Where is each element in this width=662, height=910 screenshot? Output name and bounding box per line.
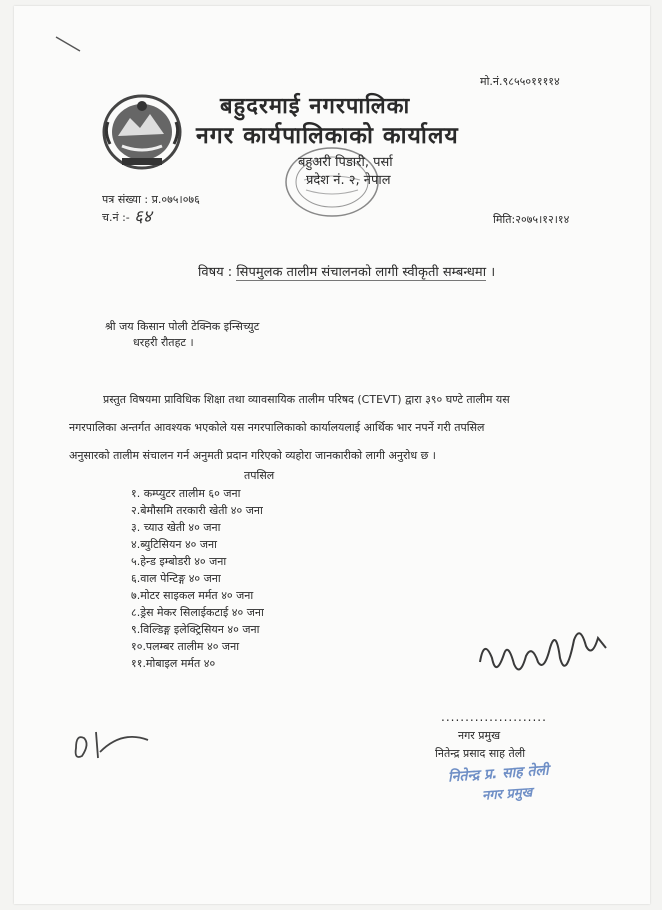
letter-page [14, 6, 650, 904]
org-name-line1: बहुदरमाई नगरपालिका [220, 94, 411, 119]
list-item: १०.पलम्बर तालीम ४० जना [131, 640, 240, 653]
schedule-title: तपसिल [244, 469, 275, 482]
dispatch-label: च.नं :- [102, 211, 130, 224]
name-stamp: नितेन्द्र प्र. साह तेली [447, 762, 550, 786]
list-item: ४.ब्युटिसियन ४० जना [131, 538, 217, 551]
address-line2: प्रदेश नं. २, नेपाल [306, 173, 391, 188]
list-item: ८.ड्रेस मेकर सिलाईकटाई ४० जना [131, 606, 264, 619]
list-item: ३. च्याउ खेती ४० जना [131, 521, 221, 534]
list-item: ११.मोबाइल मर्मत ४० [131, 657, 216, 670]
signatory-role: नगर प्रमुख [458, 729, 501, 742]
subject-text: सिपमुलक तालीम संचालनको लागी स्वीकृती सम्बन्धमा [236, 265, 487, 280]
margin-ok-note [70, 726, 154, 770]
recipient-line1: श्री जय किसान पोली टेक्निक इन्सिच्युट [105, 320, 260, 333]
list-item: १. कम्प्युटर तालीम ६० जना [131, 487, 241, 500]
dispatch-number-handwritten: ६४ [134, 207, 152, 227]
letter-body [69, 386, 510, 470]
schedule-list [131, 485, 264, 672]
subject-end: । [490, 265, 496, 280]
list-item: ७.मोटर साइकल मर्मत ४० जना [131, 589, 254, 602]
body-line1: प्रस्तुत विषयमा प्राविधिक शिक्षा तथा व्यावसायिक तालीम परिषद (CTEVT) द्वारा ३९० घण्टे तालीम यस [103, 393, 510, 406]
signature-dots: ...................... [441, 710, 547, 724]
subject-line [198, 262, 495, 280]
list-item: २.बेमौसमि तरकारी खेती ४० जना [131, 504, 263, 517]
address-line1: बहुअरी पिडारी, पर्सा [298, 155, 393, 170]
list-item: ६.वाल पेन्टिङ्ग ४० जना [131, 572, 221, 585]
body-line3: अनुसारको तालीम संचालन गर्न अनुमती प्रदान गरिएको व्यहोरा जानकारीको लागी अनुरोध छ । [69, 449, 436, 462]
org-name-line2: नगर कार्यपालिकाको कार्यालय [196, 123, 459, 149]
letter-date: मिति:२०७५।१२।१४ [493, 213, 570, 226]
nepal-emblem-logo [100, 92, 184, 172]
role-stamp: नगर प्रमुख [481, 785, 533, 804]
list-item: ५.हेन्ड इम्बोडरी ४० जना [131, 555, 227, 568]
corner-pen-mark [54, 34, 84, 54]
subject-label: विषय : [198, 265, 233, 280]
handwritten-signature [474, 618, 614, 690]
mobile-number: मो.नं.९८५५०११११४ [480, 75, 560, 88]
body-line2: नगरपालिका अन्तर्गत आवश्यक भएकोले यस नगरपालिकाको कार्यालयलाई आर्थिक भार नपर्ने गरी तपसिल [69, 421, 485, 434]
reference-number: पत्र संख्या : प्र.०७५।०७६ [102, 193, 200, 206]
list-item: ९.विल्डिङ्ग इलेक्ट्रिसियन ४० जना [131, 623, 260, 636]
signatory-name: नितेन्द्र प्रसाद साह तेली [435, 747, 526, 760]
recipient-line2: धरहरी रौतहट । [133, 336, 194, 349]
